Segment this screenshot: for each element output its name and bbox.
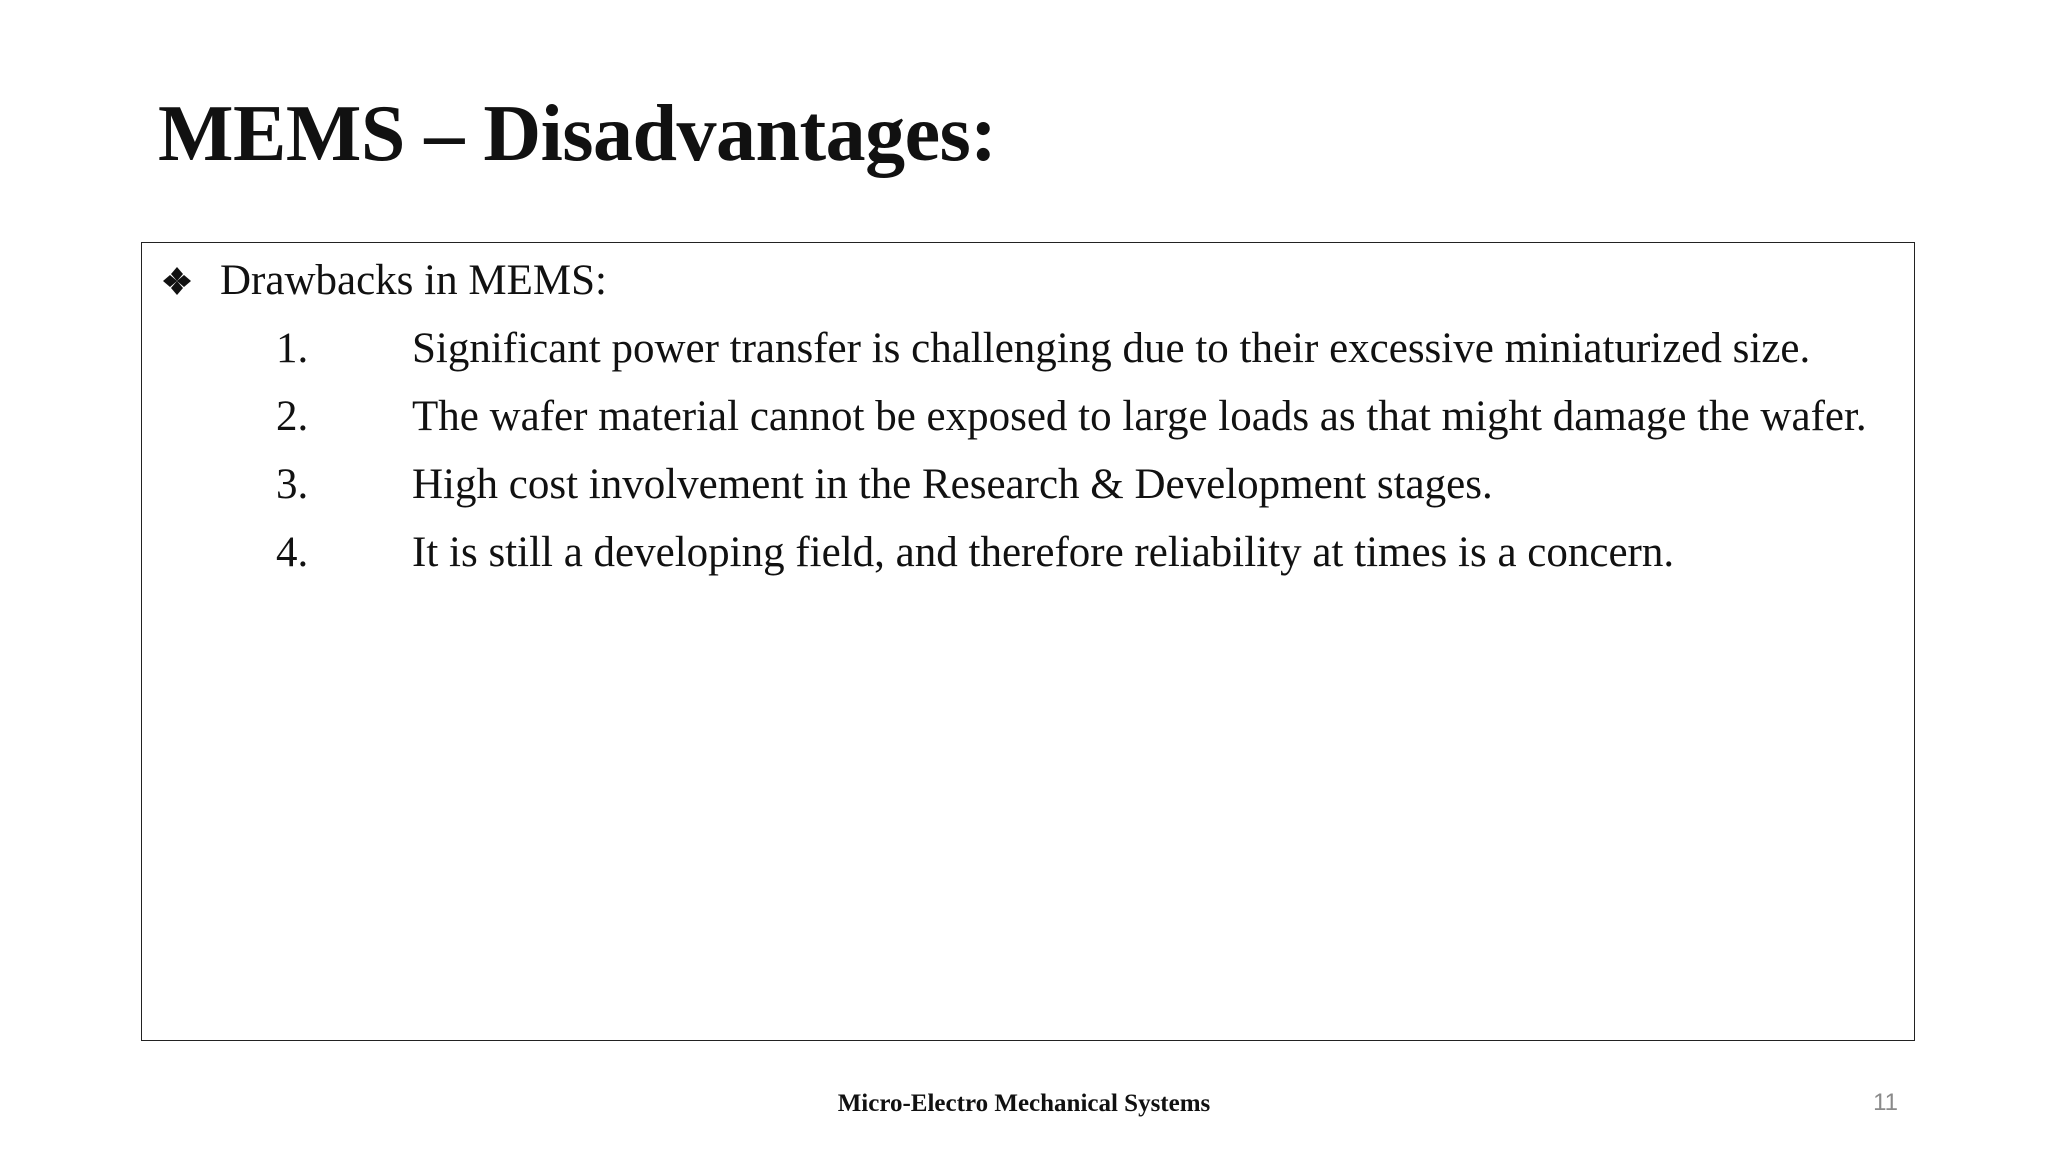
page-number: 11 bbox=[1873, 1089, 1898, 1116]
list-item bbox=[276, 519, 1867, 587]
list-item bbox=[276, 383, 1867, 451]
bullet-heading bbox=[162, 249, 607, 314]
item-number: 2. bbox=[276, 393, 309, 440]
footer-text: Micro-Electro Mechanical Systems bbox=[837, 1090, 1211, 1117]
diamond-quad-bullet-icon bbox=[162, 266, 192, 296]
content-box bbox=[141, 242, 1915, 1041]
list-item bbox=[276, 451, 1867, 519]
item-number: 4. bbox=[276, 529, 309, 576]
item-text: High cost involvement in the Research & Development stages. bbox=[412, 461, 1493, 508]
item-number: 3. bbox=[276, 461, 309, 508]
list-item bbox=[276, 315, 1867, 383]
item-text: The wafer material cannot be exposed to large loads as that might damage the wafer. bbox=[412, 393, 1867, 440]
item-text: It is still a developing field, and therefore reliability at times is a concern. bbox=[412, 529, 1675, 576]
bullet-heading-text: Drawbacks in MEMS: bbox=[220, 257, 607, 304]
slide-title: MEMS – Disadvantages: bbox=[158, 90, 997, 178]
item-text: Significant power transfer is challenging due to their excessive miniaturized size. bbox=[412, 325, 1811, 372]
drawbacks-list bbox=[276, 315, 1867, 587]
item-number: 1. bbox=[276, 325, 309, 372]
